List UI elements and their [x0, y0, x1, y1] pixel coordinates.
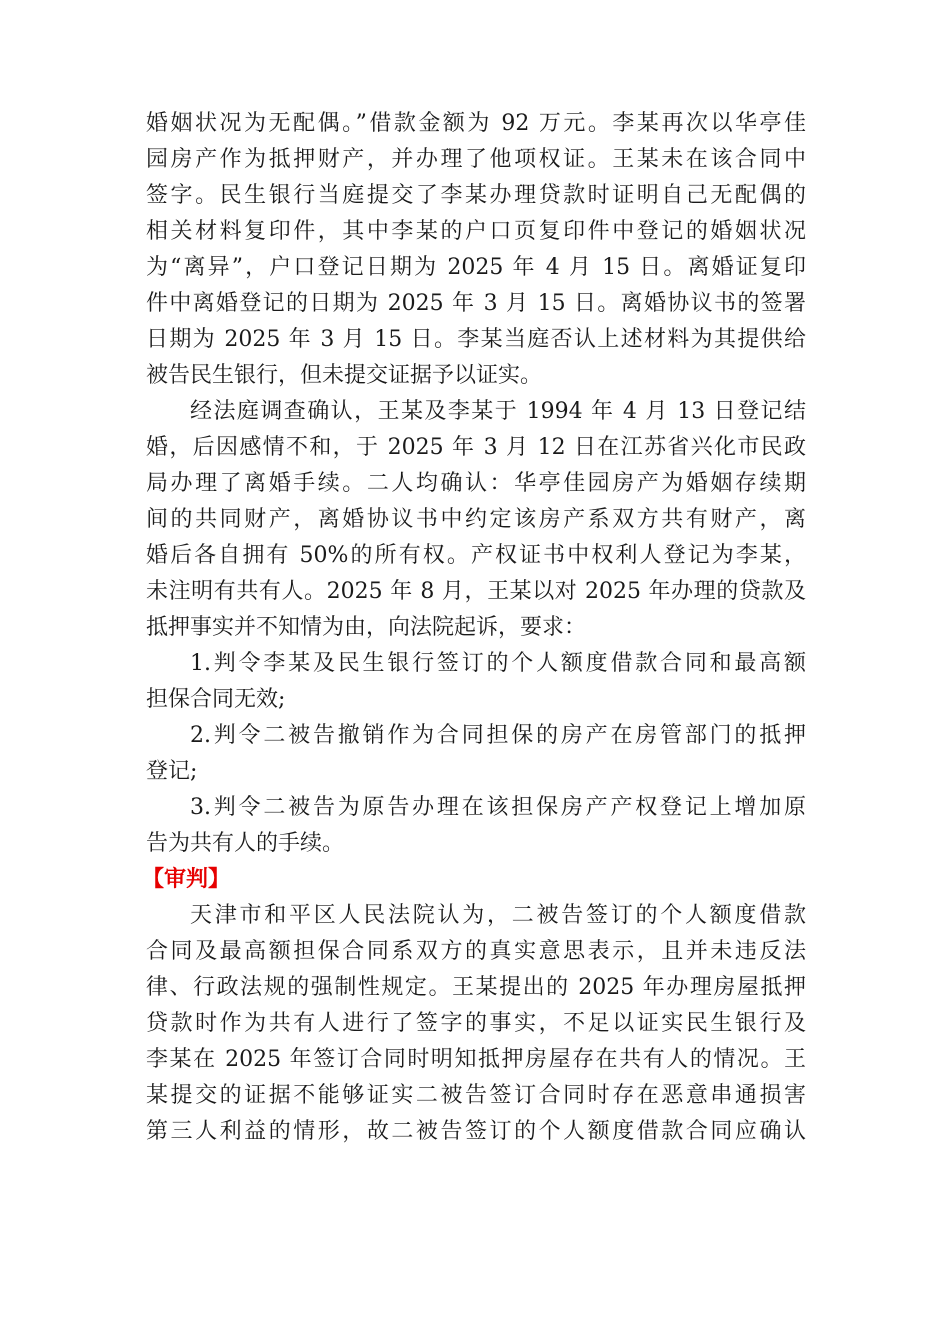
text-line: 抵押事实并不知情为由，向法院起诉，要求：	[146, 615, 587, 640]
text-line: 件中离婚登记的日期为 2025 年 3 月 15 日。离婚协议书的签署	[146, 291, 806, 316]
text-line: 为“离异”，户口登记日期为 2025 年 4 月 15 日。离婚证复印	[146, 255, 806, 280]
paragraph-court-findings	[146, 394, 806, 646]
text-line: 间的共同财产，离婚协议书中约定该房产系双方共有财产，离	[146, 507, 806, 532]
text-line: 婚姻状况为无配偶。”借款金额为 92 万元。李某再次以华亭佳	[146, 111, 806, 136]
text-line: 李某在 2025 年签订合同时明知抵押房屋存在共有人的情况。王	[146, 1047, 806, 1072]
section-heading-judgment: 【审判】	[142, 867, 231, 892]
text-line: 2.判令二被告撤销作为合同担保的房产在房管部门的抵押	[190, 723, 806, 748]
text-line: 婚后各自拥有 50%的所有权。产权证书中权利人登记为李某，	[146, 543, 806, 568]
text-line: 园房产作为抵押财产，并办理了他项权证。王某未在该合同中	[146, 147, 806, 172]
claims-list	[146, 646, 806, 862]
text-line: 天津市和平区人民法院认为，二被告签订的个人额度借款	[190, 903, 806, 928]
text-line: 未注明有共有人。2025 年 8 月，王某以对 2025 年办理的贷款及	[146, 579, 806, 604]
text-line: 律、行政法规的强制性规定。王某提出的 2025 年办理房屋抵押	[146, 975, 806, 1000]
text-line: 3.判令二被告为原告办理在该担保房产产权登记上增加原	[190, 795, 806, 820]
claim-item	[146, 790, 806, 862]
text-line: 某提交的证据不能够证实二被告签订合同时存在恶意串通损害	[146, 1083, 806, 1108]
paragraph-loan-details	[146, 106, 806, 394]
text-line: 日期为 2025 年 3 月 15 日。李某当庭否认上述材料为其提供给	[146, 327, 806, 352]
text-line: 被告民生银行，但未提交证据予以证实。	[146, 363, 543, 388]
paragraph-judgment	[146, 898, 806, 1150]
text-line: 签字。民生银行当庭提交了李某办理贷款时证明自己无配偶的	[146, 183, 806, 208]
text-line: 告为共有人的手续。	[146, 831, 345, 856]
text-line: 第三人利益的情形，故二被告签订的个人额度借款合同应确认	[146, 1119, 806, 1144]
claim-item	[146, 646, 806, 718]
text-line: 贷款时作为共有人进行了签字的事实，不足以证实民生银行及	[146, 1011, 806, 1036]
text-line: 合同及最高额担保合同系双方的真实意思表示，且并未违反法	[146, 939, 806, 964]
text-line: 登记;	[146, 759, 198, 784]
text-line: 局办理了离婚手续。二人均确认：华亭佳园房产为婚姻存续期	[146, 471, 806, 496]
text-line: 婚，后因感情不和，于 2025 年 3 月 12 日在江苏省兴化市民政	[146, 435, 806, 460]
text-line: 经法庭调查确认，王某及李某于 1994 年 4 月 13 日登记结	[190, 399, 806, 424]
text-line: 1.判令李某及民生银行签订的个人额度借款合同和最高额	[190, 651, 806, 676]
text-line: 担保合同无效;	[146, 687, 286, 712]
text-line: 相关材料复印件，其中李某的户口页复印件中登记的婚姻状况	[146, 219, 806, 244]
claim-item	[146, 718, 806, 790]
document-page	[142, 106, 806, 1150]
